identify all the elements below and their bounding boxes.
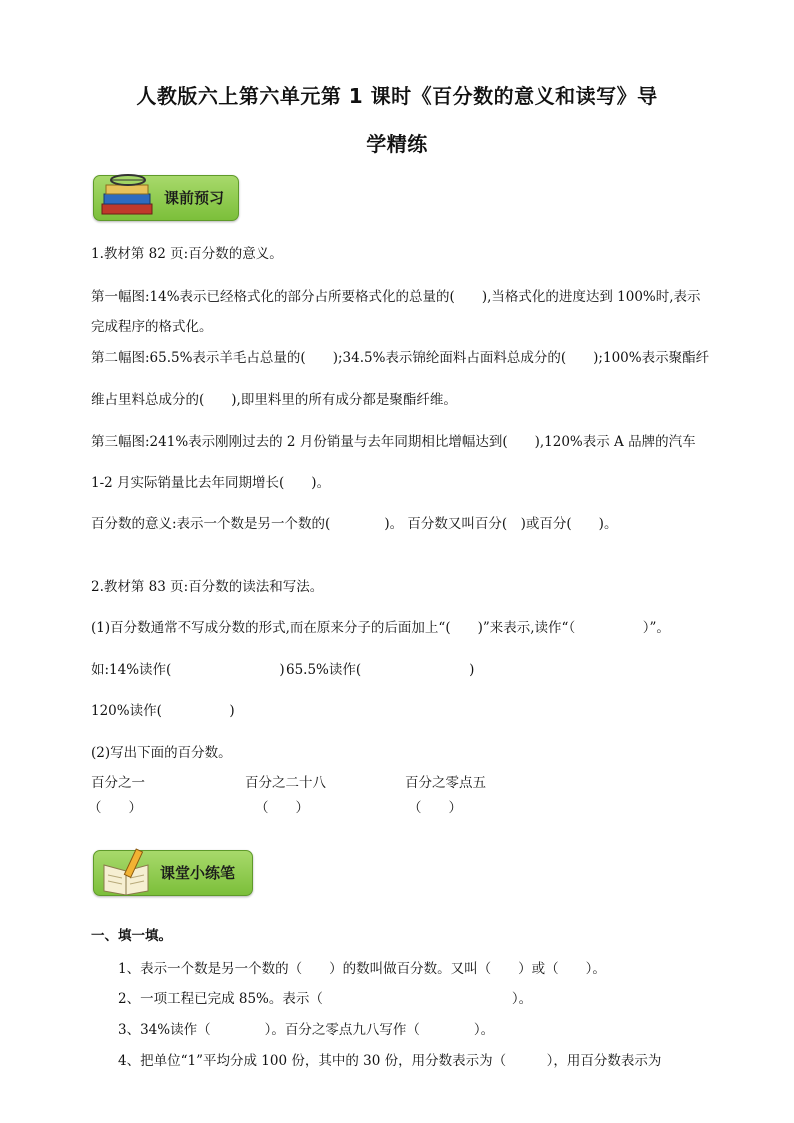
notebook-pencil-icon <box>98 847 160 895</box>
answer-blank-1: （ ） <box>88 800 142 816</box>
reading-rule: (1)百分数通常不写成分数的形式,而在原来分子的后面加上“( )”来表示,读作“（ ）”。 <box>91 620 670 636</box>
reading-example-65-5: 65.5%读作( ) <box>286 662 475 678</box>
writing-heading: (2)写出下面的百分数。 <box>91 745 232 761</box>
title-line-2: 学精练 <box>366 132 428 156</box>
question-1: 1、表示一个数是另一个数的（ ）的数叫做百分数。又叫（ ）或（ ）。 <box>118 961 606 977</box>
question-3: 3、34%读作（ ）。百分之零点九八写作（ ）。 <box>118 1022 495 1038</box>
percent-meaning: 百分数的意义:表示一个数是另一个数的( )。 百分数又叫百分( )或百分( )。 <box>91 516 618 532</box>
badge-label: 课堂小练笔 <box>160 864 236 882</box>
paragraph-image-2-cont: 维占里料总成分的( ),即里料里的所有成分都是聚酯纤维。 <box>91 392 457 408</box>
title-line-1: 人教版六上第六单元第 1 课时《百分数的意义和读写》导 <box>136 84 658 108</box>
answer-blank-3: （ ） <box>408 800 462 816</box>
paragraph-image-3-cont: 1-2 月实际销量比去年同期增长( )。 <box>91 475 331 491</box>
section-badge-preview <box>93 175 239 221</box>
question-4: 4、把单位“1”平均分成 100 份，其中的 30 份，用分数表示为（ ），用百分数表示为 <box>118 1053 662 1069</box>
reading-example-14: 如:14%读作( ) <box>91 662 285 678</box>
badge-label: 课前预习 <box>164 189 225 207</box>
question-2: 2、一项工程已完成 85%。表示（ ）。 <box>118 991 533 1007</box>
paragraph-image-1-cont: 完成程序的格式化。 <box>91 319 213 335</box>
reading-example-120: 120%读作( ) <box>91 703 235 719</box>
section-badge-practice <box>93 850 253 896</box>
books-icon <box>98 172 160 220</box>
section-heading-fill: 一、填一填。 <box>91 928 172 944</box>
paragraph-image-2: 第二幅图:65.5%表示羊毛占总量的( );34.5%表示锦纶面料占面料总成分的( );100%表示聚酯纤 <box>91 350 710 366</box>
answer-blank-2: （ ） <box>255 800 309 816</box>
word-1: 百分之一 <box>91 775 145 791</box>
item-2-heading: 2.教材第 83 页:百分数的读法和写法。 <box>91 579 324 595</box>
paragraph-image-1: 第一幅图:14%表示已经格式化的部分占所要格式化的总量的( ),当格式化的进度达到 100%时,表示 <box>91 289 701 305</box>
word-3: 百分之零点五 <box>405 775 486 791</box>
item-1-heading: 1.教材第 82 页:百分数的意义。 <box>91 246 283 262</box>
word-2: 百分之二十八 <box>245 775 326 791</box>
paragraph-image-3: 第三幅图:241%表示刚刚过去的 2 月份销量与去年同期相比增幅达到( ),120%表示 A 品牌的汽车 <box>91 434 696 450</box>
